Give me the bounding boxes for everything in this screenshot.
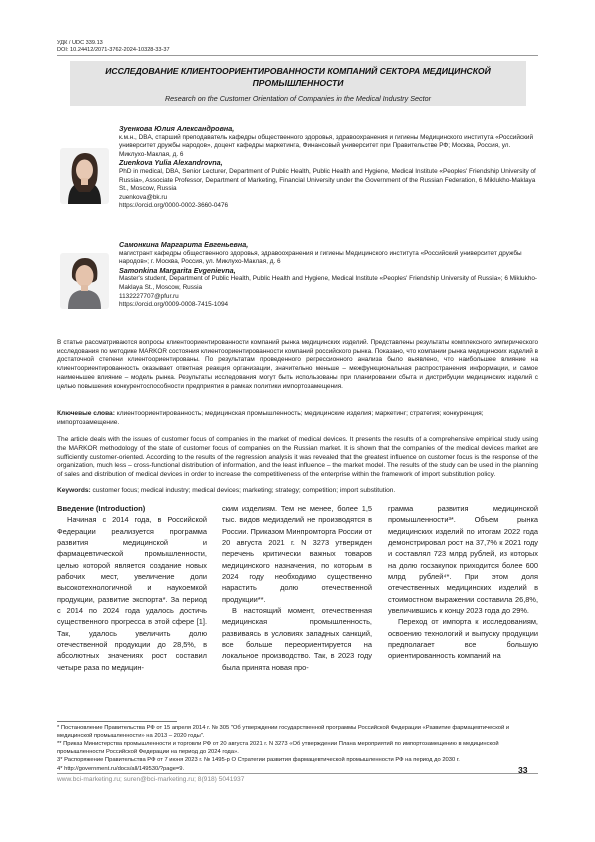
author-email[interactable]: zuenkova@bk.ru (119, 193, 168, 201)
author-orcid[interactable]: https://orcid.org/0000-0002-3660-0476 (119, 202, 229, 210)
author-desc-ru: магистрант кафедры общественного здоровья, здравоохранения и гигиены Медицинского института «Российский университет дружбы народов»; г. Москва, Россия, ул. Миклухо-Маклая, д. 6 (119, 249, 522, 266)
keywords-ru-text: клиентоориентированность; медицинская промышленность; медицинские изделия; маркетинг; стратегия; конкуренция; импортозамещение. (57, 410, 484, 426)
keywords-en (57, 486, 538, 495)
author-desc-ru: к.м.н., DBA, старший преподаватель кафедры общественного здоровья, здравоохранения и гигиены Медицинского института «Российский университет дружбы народов», доцент кафедры маркетинга, Финансовый университет при Правительстве РФ; Москва, Россия, ул. Миклухо-Маклая, д. 6 (119, 133, 534, 158)
article-subtitle: Research on the Customer Orientation of Companies in the Medical Industry Sector (164, 94, 432, 103)
author-desc-en: Master's student, Department of Public Health, Public Health and Hygiene, Medical Institute «Peoples' Friendship University of Russia»; 6 Miklukho-Maklaya St., Moscow, Russia (119, 275, 538, 291)
author-name-en: Samonkina Margarita Evgenievna, (119, 265, 236, 275)
footer-divider (57, 773, 538, 774)
author-name-ru: Самонкина Маргарита Евгеньевна, (119, 240, 249, 249)
footnote-2: ** Приказ Министерства промышленности и торговли РФ от 20 августа 2021 г. N 3273 «Об утверждении Плана мероприятий по импортозамещению в медицинской промышленности Российской Федерации на период до 2024 года». (57, 741, 499, 755)
author-photo-zuenkova (60, 148, 109, 204)
keywords-ru-label: Ключевые слова: (57, 410, 115, 417)
author-desc-en: PhD in medical, DBA, Senior Lecturer, Department of Public Health, Public Health and Hygiene, Medical Institute «Peoples' Friendship University of Russia», Associate Professor, Department of Marketing, Financial University under the Government of the Russian Federation, 6 Miklukho-Maklaya St., Moscow, Russia (119, 167, 536, 193)
abstract-ru: В статье рассматриваются вопросы клиентоориентированности компаний рынка медицинских изделий. Представлены результаты комплексного эмпирического исследования по методике MARKOR состояния клиентоориентированности компаний российского рынка. Показано, что компании рынка медицинских изделий в достаточной степени клиентоориентированы. По результатам проведенного регрессионного анализа было выявлено, что наибольшее влияние на клиентоориентированность оказывает ответная реакция организации, значительно меньше – межфункциональная распространения информации, и самое наименьшее влияние – модель рынка. Результаты исследования могут быть использованы при планировании сбыта и дистрибуции медицинских изделий с целью повышения конкурентоспособности предприятия в рамках политики импортозамещения. (57, 339, 538, 390)
keywords-en-text: customer focus; medical industry; medical devices; marketing; strategy; competition; import substitution. (90, 487, 396, 494)
body-paragraph: грамма развития медицинской промышленности³*. Объем рынка медицинских изделий по итогам 2022 года демонстрировал рост на 37,7% к 2021 году и составлял 723 млрд рублей, из которых на долю госзакупок приходится более 600 млрд рублей⁴*. При этом доля отечественных медицинских изделий в стоимостном выражении составила 26,8%, увеличившись к концу 2023 года до 29%. (388, 504, 538, 616)
page-number: 33 (518, 765, 528, 775)
footnote-1: * Постановление Правительства РФ от 15 апреля 2014 г. № 305 "Об утверждении государственной программы Российской Федерации «Развитие фармацевтической и медицинской промышленности» на 2013 – 2020 годы". (57, 725, 510, 739)
body-paragraph: В настоящий момент, отечественная медицинская промышленность, развиваясь в условиях западных санкций, все больше переориентируется на локальное производство. Так, в 2023 году была принята новая про- (222, 606, 372, 672)
body-column-3 (388, 503, 538, 662)
author-name-en: Zuenkova Yulia Alexandrovna, (119, 158, 223, 168)
author-block-2 (119, 241, 538, 310)
abstract-en: The article deals with the issues of customer focus of companies in the market of medical devices. It presents the results of a comprehensive empirical study using the MARKOR methodology of the state of customer focus of companies on the Russian market. It is shown that the companies of the medical devices market are sufficiently customer-oriented. According to the results of the regression analysis it was revealed that the greatest influence on customer focus is the response of the organization, much less – cross-functional distribution of information, and the least influence – the market model. The results of the study can be used in the planning of sales and distribution of medical devices in order to increase the competitiveness of the enterprise within the framework of import substitution policy. (57, 436, 538, 479)
body-paragraph: Переход от импорта к исследованиям, освоению технологий и выпуску продукции предполагает все большую ориентированность компаний на (388, 617, 538, 661)
body-paragraph: Начиная с 2014 года, в Российской Федерации реализуется программа развития медицинской и фармацевтической промышленности, целью которой является создание новых рабочих мест, увеличение доли высокотехнологичной и наукоемкой продукции, развитие экспорта*. За период с 2014 по 2024 года удалось достичь существенного прогресса в этой сфере [1]. Так, удалось увеличить долю отечественной продукции до 28,5%, в абсолютных значениях рост составил четыре раза по медицин- (57, 515, 207, 672)
author-name-ru: Зуенкова Юлия Александровна, (119, 124, 235, 133)
keywords-ru (57, 409, 538, 427)
author-email[interactable]: 1132227707@pfur.ru (119, 292, 179, 300)
udc-code: УДК / UDC 339.13 (57, 40, 103, 46)
footnote-divider (57, 721, 177, 722)
body-column-2 (222, 503, 372, 673)
article-title: ИССЛЕДОВАНИЕ КЛИЕНТООРИЕНТИРОВАННОСТИ КОМПАНИЙ СЕКТОРА МЕДИЦИНСКОЙ ПРОМЫШЛЕННОСТИ (105, 66, 491, 88)
footnote-3: 3* Распоряжение Правительства РФ от 7 июня 2023 г. № 1495-р О Стратегии развития фармацевтической промышленности РФ на период до 2030 г. (57, 757, 460, 763)
author-orcid[interactable]: https://orcid.org/0009-0008-7415-1094 (119, 301, 229, 309)
author-photo-samonkina (60, 253, 109, 309)
body-column-1 (57, 503, 207, 673)
keywords-en-label: Keywords: (57, 487, 91, 494)
footnote-4[interactable]: 4* http://government.ru/docs/all/149530/?page=9. (57, 766, 357, 774)
top-divider (57, 55, 538, 56)
footer-contacts[interactable]: www.bci-marketing.ru; suren@bci-marketing.ru; 8(918) 5041937 (57, 776, 245, 783)
author-block-1 (119, 125, 538, 211)
body-paragraph: ским изделиям. Тем не менее, более 1,5 тыс. видов медизделий не производятся в России. Приказом Минпромторга России от 20 августа 2021 г. N 3273 утвержден перечень критически важных товаров медицинского назначения, по которым в 2024 году необходимо существенно нарастить долю отечественной продукции**. (222, 504, 372, 604)
section-heading: Введение (Introduction) (57, 504, 146, 513)
doi: DOI: 10.24412/2071-3762-2024-10328-33-37 (57, 47, 170, 53)
